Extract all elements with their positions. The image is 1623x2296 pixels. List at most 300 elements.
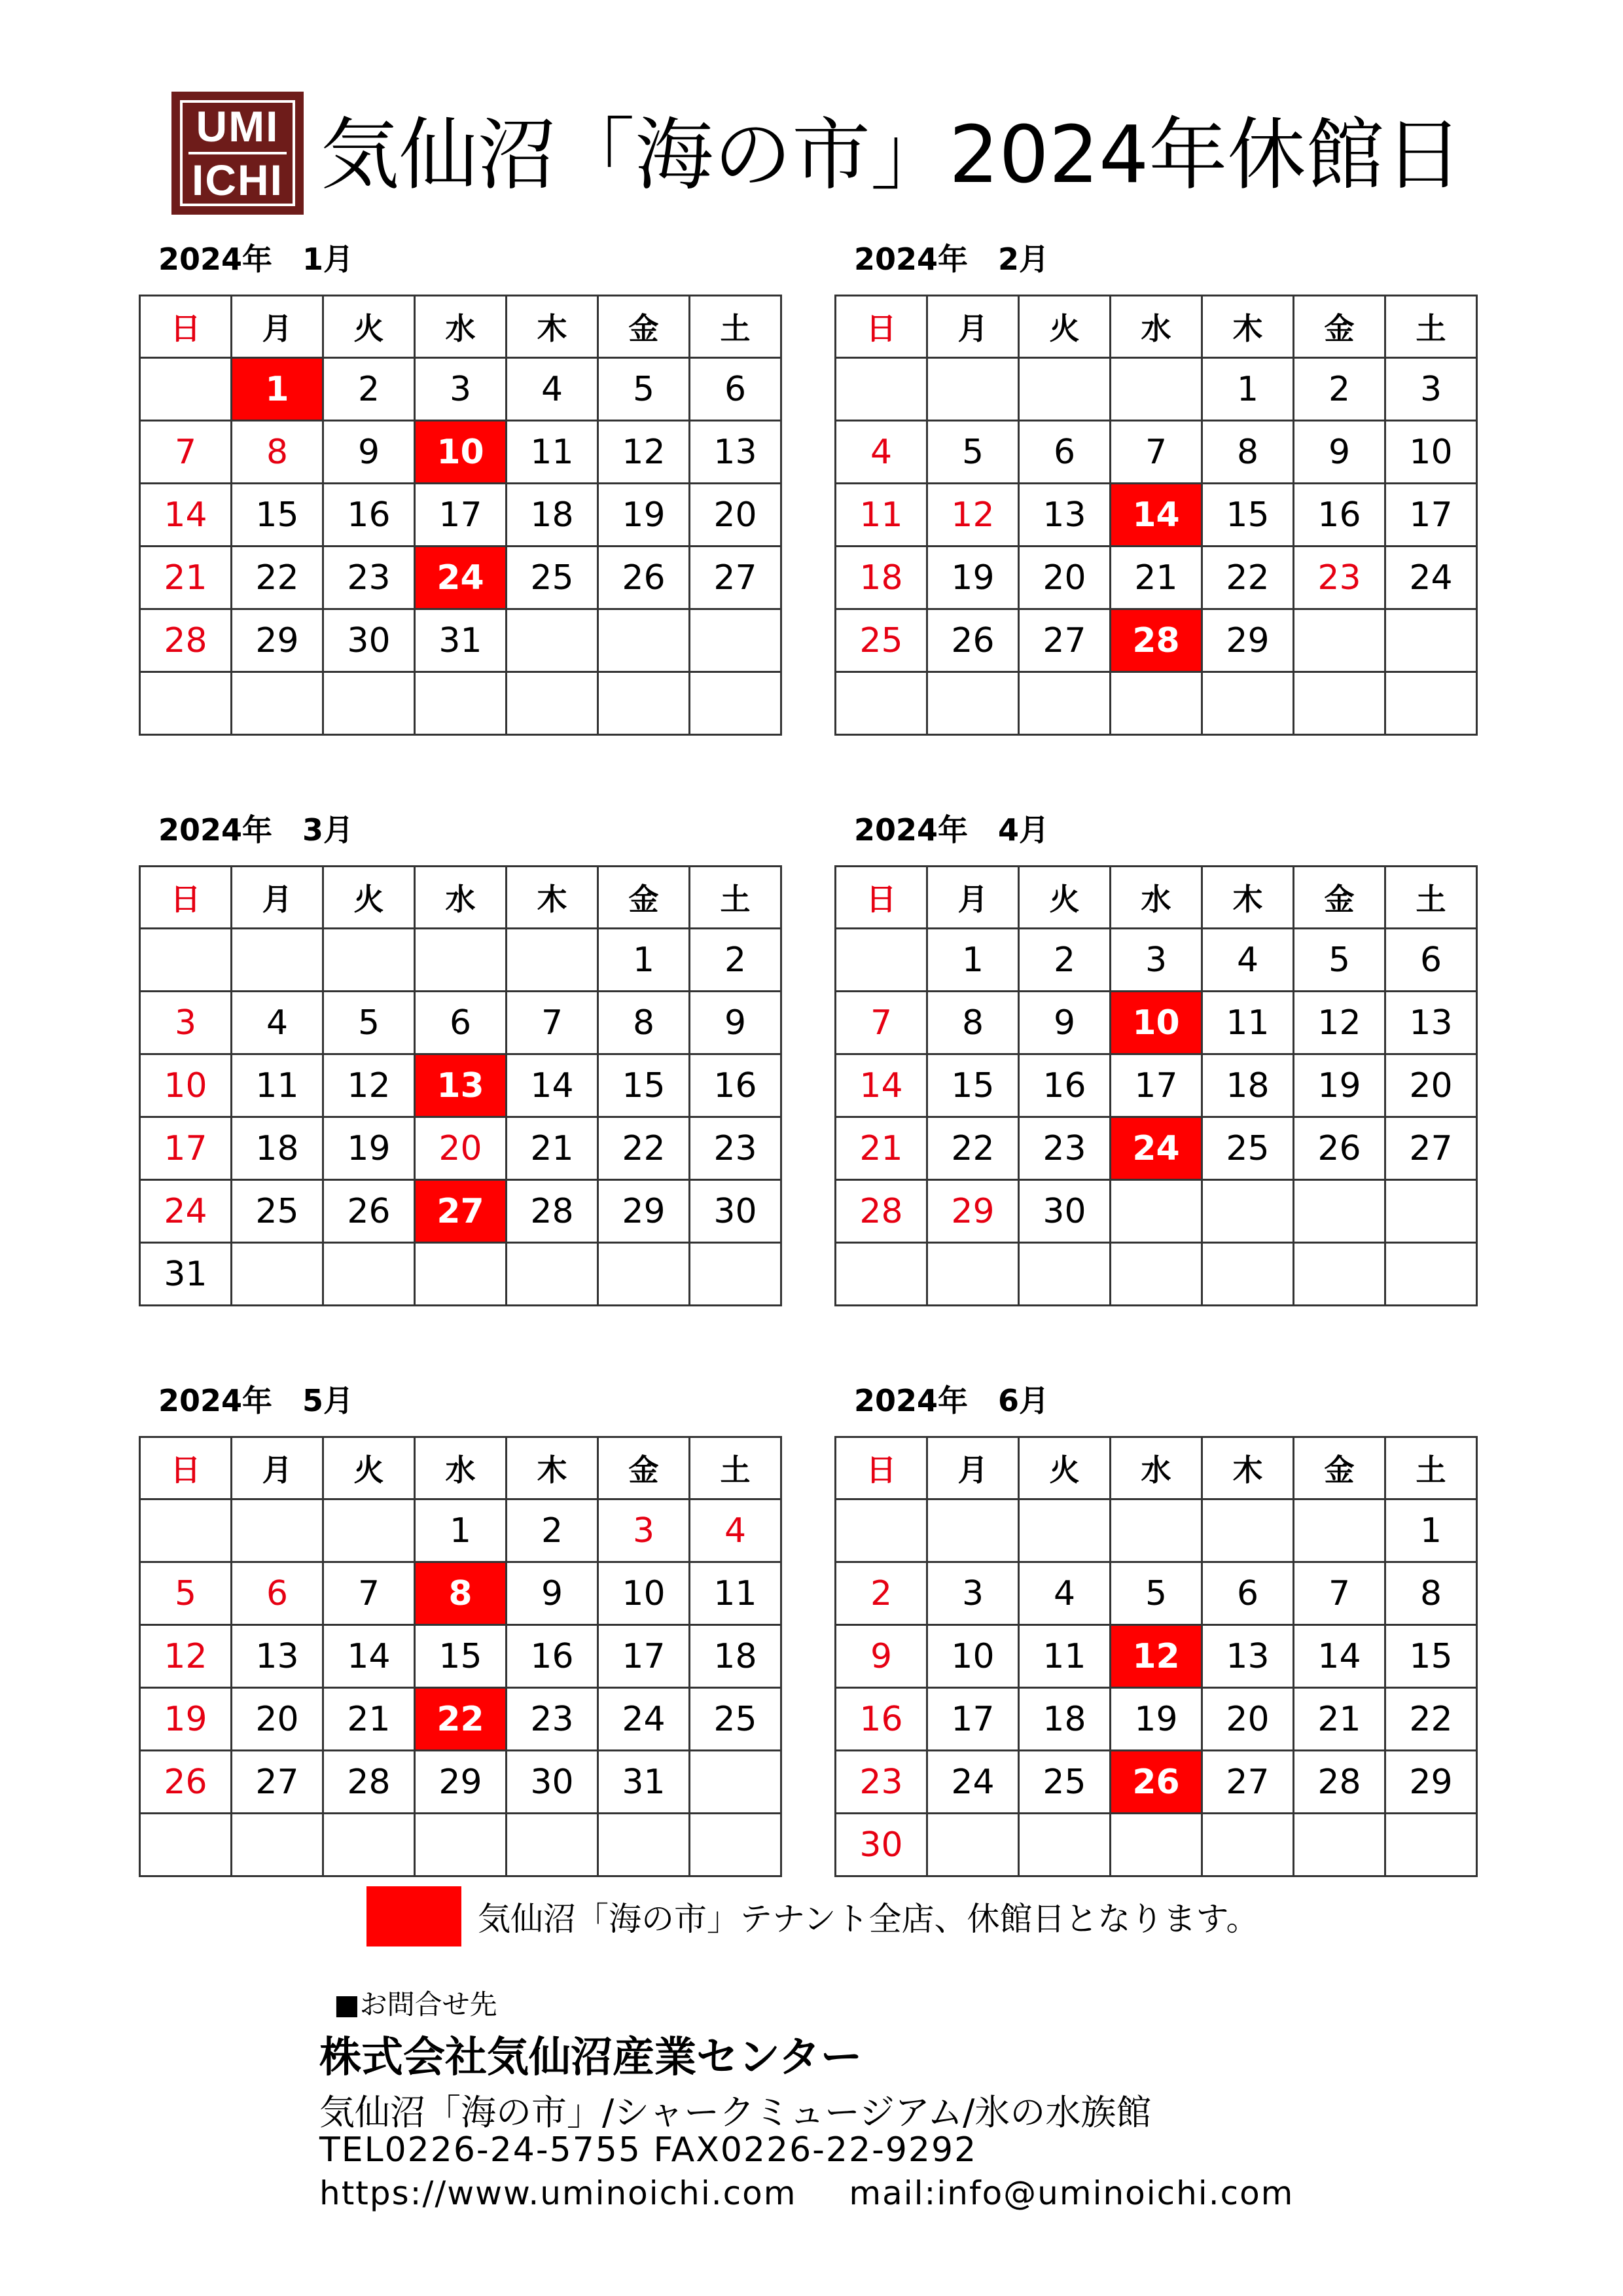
facilities-list: 気仙沼「海の市」/シャークミュージアム/氷の水族館: [319, 2092, 1152, 2133]
day-cell: 29: [927, 1180, 1019, 1243]
day-cell: 18: [690, 1625, 781, 1688]
day-cell: 15: [232, 484, 323, 547]
weekday-header: 火: [323, 867, 415, 929]
week-row: [140, 1814, 781, 1876]
day-cell: 31: [415, 609, 507, 672]
empty-cell: [415, 1243, 507, 1306]
week-row: [836, 929, 1477, 992]
empty-cell: [690, 672, 781, 735]
day-cell: 1: [232, 358, 323, 421]
day-cell: 24: [598, 1688, 690, 1751]
day-cell: 12: [1111, 1625, 1202, 1688]
day-cell: 8: [1385, 1562, 1477, 1625]
day-cell: 23: [690, 1117, 781, 1180]
day-cell: 14: [1111, 484, 1202, 547]
week-row: [836, 1180, 1477, 1243]
logo-frame: [180, 100, 295, 206]
empty-cell: [232, 1499, 323, 1562]
empty-cell: [1202, 1814, 1294, 1876]
day-cell: 13: [1385, 992, 1477, 1054]
week-row: [836, 1499, 1477, 1562]
day-cell: 8: [1202, 421, 1294, 484]
week-row: [140, 1625, 781, 1688]
empty-cell: [1385, 1180, 1477, 1243]
empty-cell: [232, 1243, 323, 1306]
day-cell: 4: [836, 421, 927, 484]
empty-cell: [1294, 1243, 1385, 1306]
day-cell: 3: [927, 1562, 1019, 1625]
month-label: 2024年 5月: [158, 1383, 354, 1418]
day-cell: 28: [1111, 609, 1202, 672]
empty-cell: [1385, 672, 1477, 735]
empty-cell: [1202, 1180, 1294, 1243]
empty-cell: [323, 929, 415, 992]
day-cell: 3: [598, 1499, 690, 1562]
logo-divider: [188, 152, 287, 154]
day-cell: 4: [232, 992, 323, 1054]
weekday-header: 土: [1385, 1437, 1477, 1499]
day-cell: 17: [415, 484, 507, 547]
legend-text: 気仙沼「海の市」テナント全店、休館日となります。: [478, 1900, 1259, 1938]
day-cell: 19: [140, 1688, 232, 1751]
day-cell: 21: [507, 1117, 598, 1180]
week-row: [140, 421, 781, 484]
day-cell: 12: [927, 484, 1019, 547]
day-cell: 28: [1294, 1751, 1385, 1814]
day-cell: 9: [507, 1562, 598, 1625]
logo-text-top: UMI: [196, 102, 279, 151]
day-cell: 7: [507, 992, 598, 1054]
week-row: [140, 358, 781, 421]
day-cell: 6: [232, 1562, 323, 1625]
day-cell: 1: [1202, 358, 1294, 421]
day-cell: 11: [1202, 992, 1294, 1054]
day-cell: 30: [836, 1814, 927, 1876]
empty-cell: [598, 609, 690, 672]
day-cell: 28: [836, 1180, 927, 1243]
day-cell: 8: [598, 992, 690, 1054]
empty-cell: [690, 1814, 781, 1876]
day-cell: 27: [1019, 609, 1111, 672]
month-label: 2024年 4月: [854, 812, 1050, 848]
day-cell: 26: [598, 547, 690, 609]
weekday-header: 木: [507, 867, 598, 929]
day-cell: 25: [507, 547, 598, 609]
weekday-header: 火: [1019, 867, 1111, 929]
day-cell: 27: [1385, 1117, 1477, 1180]
empty-cell: [1294, 672, 1385, 735]
week-row: [836, 421, 1477, 484]
week-row: [140, 547, 781, 609]
empty-cell: [836, 672, 927, 735]
empty-cell: [1111, 1243, 1202, 1306]
day-cell: 25: [232, 1180, 323, 1243]
week-row: [140, 1243, 781, 1306]
week-row: [836, 1814, 1477, 1876]
empty-cell: [1019, 1814, 1111, 1876]
week-row: [836, 1243, 1477, 1306]
day-cell: 20: [415, 1117, 507, 1180]
empty-cell: [836, 1243, 927, 1306]
month-table: [139, 1436, 782, 1877]
empty-cell: [1111, 1180, 1202, 1243]
day-cell: 25: [836, 609, 927, 672]
day-cell: 9: [1019, 992, 1111, 1054]
day-cell: 29: [598, 1180, 690, 1243]
day-cell: 14: [323, 1625, 415, 1688]
day-cell: 21: [1294, 1688, 1385, 1751]
weekday-header: 日: [140, 296, 232, 358]
phone-fax: TEL0226-24-5755 FAX0226-22-9292: [319, 2130, 978, 2170]
month-label: 2024年 3月: [158, 812, 354, 848]
day-cell: 2: [323, 358, 415, 421]
empty-cell: [1294, 1814, 1385, 1876]
day-cell: 26: [1294, 1117, 1385, 1180]
weekday-header: 水: [415, 296, 507, 358]
day-cell: 29: [415, 1751, 507, 1814]
week-row: [836, 1688, 1477, 1751]
day-cell: 2: [1294, 358, 1385, 421]
week-row: [836, 547, 1477, 609]
empty-cell: [323, 1243, 415, 1306]
day-cell: 16: [323, 484, 415, 547]
day-cell: 10: [1385, 421, 1477, 484]
day-cell: 24: [1385, 547, 1477, 609]
email-link[interactable]: mail:info@uminoichi.com: [849, 2174, 1294, 2212]
day-cell: 28: [323, 1751, 415, 1814]
month-calendar: [139, 812, 793, 1306]
day-cell: 14: [1294, 1625, 1385, 1688]
day-cell: 31: [598, 1751, 690, 1814]
week-row: [140, 1688, 781, 1751]
day-cell: 30: [507, 1751, 598, 1814]
empty-cell: [140, 1499, 232, 1562]
weekday-header: 月: [232, 296, 323, 358]
weekday-header: 土: [1385, 867, 1477, 929]
empty-cell: [1111, 672, 1202, 735]
day-cell: 9: [323, 421, 415, 484]
week-row: [836, 672, 1477, 735]
day-cell: 7: [836, 992, 927, 1054]
weekday-header: 土: [690, 296, 781, 358]
day-cell: 4: [1019, 1562, 1111, 1625]
weekday-header: 火: [323, 1437, 415, 1499]
weekday-header: 日: [140, 1437, 232, 1499]
day-cell: 16: [507, 1625, 598, 1688]
day-cell: 9: [836, 1625, 927, 1688]
empty-cell: [1111, 1499, 1202, 1562]
company-name: 株式会社気仙沼産業センター: [319, 2034, 863, 2082]
month-table: [139, 295, 782, 736]
empty-cell: [1111, 1814, 1202, 1876]
empty-cell: [1202, 1243, 1294, 1306]
day-cell: 8: [415, 1562, 507, 1625]
day-cell: 20: [690, 484, 781, 547]
empty-cell: [1385, 1243, 1477, 1306]
week-row: [140, 992, 781, 1054]
week-row: [836, 609, 1477, 672]
day-cell: 31: [140, 1243, 232, 1306]
empty-cell: [415, 929, 507, 992]
day-cell: 7: [323, 1562, 415, 1625]
empty-cell: [598, 1814, 690, 1876]
empty-cell: [507, 1243, 598, 1306]
weekday-header: 金: [1294, 867, 1385, 929]
day-cell: 15: [415, 1625, 507, 1688]
day-cell: 5: [927, 421, 1019, 484]
day-cell: 23: [1019, 1117, 1111, 1180]
day-cell: 20: [1385, 1054, 1477, 1117]
day-cell: 10: [140, 1054, 232, 1117]
day-cell: 12: [140, 1625, 232, 1688]
weekday-header: 金: [598, 867, 690, 929]
day-cell: 4: [507, 358, 598, 421]
weekday-header-row: [836, 1437, 1477, 1499]
day-cell: 22: [415, 1688, 507, 1751]
day-cell: 15: [598, 1054, 690, 1117]
day-cell: 5: [1294, 929, 1385, 992]
month-table: [139, 865, 782, 1306]
contact-label: ■お問合せ先: [334, 1988, 497, 2020]
day-cell: 12: [598, 421, 690, 484]
day-cell: 16: [690, 1054, 781, 1117]
week-row: [836, 1562, 1477, 1625]
day-cell: 28: [507, 1180, 598, 1243]
empty-cell: [927, 672, 1019, 735]
weekday-header: 土: [690, 867, 781, 929]
day-cell: 7: [140, 421, 232, 484]
day-cell: 6: [690, 358, 781, 421]
day-cell: 6: [1202, 1562, 1294, 1625]
day-cell: 23: [1294, 547, 1385, 609]
empty-cell: [927, 1243, 1019, 1306]
day-cell: 19: [323, 1117, 415, 1180]
day-cell: 27: [232, 1751, 323, 1814]
day-cell: 22: [598, 1117, 690, 1180]
weekday-header: 火: [323, 296, 415, 358]
weekday-header: 土: [1385, 296, 1477, 358]
weekday-header: 月: [232, 1437, 323, 1499]
day-cell: 10: [598, 1562, 690, 1625]
empty-cell: [836, 929, 927, 992]
month-calendar: [834, 242, 1489, 736]
website-link[interactable]: https://www.uminoichi.com: [319, 2174, 797, 2212]
day-cell: 5: [140, 1562, 232, 1625]
month-calendar: [834, 812, 1489, 1306]
day-cell: 5: [598, 358, 690, 421]
day-cell: 2: [836, 1562, 927, 1625]
week-row: [140, 929, 781, 992]
empty-cell: [415, 1814, 507, 1876]
day-cell: 29: [232, 609, 323, 672]
month-table: [834, 1436, 1478, 1877]
day-cell: 24: [415, 547, 507, 609]
empty-cell: [323, 1499, 415, 1562]
week-row: [140, 1751, 781, 1814]
weekday-header: 木: [1202, 867, 1294, 929]
day-cell: 6: [1019, 421, 1111, 484]
day-cell: 22: [232, 547, 323, 609]
web-mail-line: [319, 2174, 1294, 2212]
empty-cell: [323, 1814, 415, 1876]
day-cell: 18: [232, 1117, 323, 1180]
week-row: [140, 1117, 781, 1180]
empty-cell: [507, 1814, 598, 1876]
day-cell: 25: [690, 1688, 781, 1751]
month-calendar: [834, 1383, 1489, 1877]
empty-cell: [1385, 609, 1477, 672]
month-label: 2024年 1月: [158, 242, 354, 277]
empty-cell: [232, 1814, 323, 1876]
weekday-header: 水: [1111, 867, 1202, 929]
day-cell: 13: [232, 1625, 323, 1688]
month-calendar: [139, 242, 793, 736]
empty-cell: [140, 672, 232, 735]
week-row: [836, 358, 1477, 421]
empty-cell: [927, 1499, 1019, 1562]
day-cell: 1: [598, 929, 690, 992]
weekday-header: 火: [1019, 1437, 1111, 1499]
week-row: [140, 672, 781, 735]
week-row: [836, 1117, 1477, 1180]
day-cell: 23: [836, 1751, 927, 1814]
day-cell: 3: [1111, 929, 1202, 992]
day-cell: 2: [1019, 929, 1111, 992]
empty-cell: [1294, 1499, 1385, 1562]
empty-cell: [598, 672, 690, 735]
day-cell: 16: [836, 1688, 927, 1751]
empty-cell: [507, 672, 598, 735]
week-row: [836, 1054, 1477, 1117]
day-cell: 17: [598, 1625, 690, 1688]
empty-cell: [1294, 609, 1385, 672]
day-cell: 10: [927, 1625, 1019, 1688]
week-row: [140, 1054, 781, 1117]
day-cell: 13: [415, 1054, 507, 1117]
empty-cell: [507, 609, 598, 672]
day-cell: 5: [323, 992, 415, 1054]
day-cell: 9: [1294, 421, 1385, 484]
day-cell: 20: [1202, 1688, 1294, 1751]
day-cell: 22: [1385, 1688, 1477, 1751]
day-cell: 11: [1019, 1625, 1111, 1688]
day-cell: 29: [1202, 609, 1294, 672]
month-table: [834, 865, 1478, 1306]
empty-cell: [507, 929, 598, 992]
day-cell: 25: [1019, 1751, 1111, 1814]
empty-cell: [690, 1751, 781, 1814]
month-label: 2024年 6月: [854, 1383, 1050, 1418]
day-cell: 24: [927, 1751, 1019, 1814]
day-cell: 1: [927, 929, 1019, 992]
day-cell: 3: [415, 358, 507, 421]
weekday-header: 日: [836, 296, 927, 358]
day-cell: 17: [1385, 484, 1477, 547]
day-cell: 21: [836, 1117, 927, 1180]
empty-cell: [323, 672, 415, 735]
day-cell: 18: [836, 547, 927, 609]
day-cell: 26: [1111, 1751, 1202, 1814]
empty-cell: [836, 1499, 927, 1562]
day-cell: 4: [690, 1499, 781, 1562]
day-cell: 20: [232, 1688, 323, 1751]
day-cell: 18: [1202, 1054, 1294, 1117]
empty-cell: [1019, 1243, 1111, 1306]
day-cell: 21: [140, 547, 232, 609]
legend-closed-swatch: [366, 1886, 461, 1946]
empty-cell: [598, 1243, 690, 1306]
weekday-header: 金: [1294, 1437, 1385, 1499]
day-cell: 13: [690, 421, 781, 484]
day-cell: 22: [1202, 547, 1294, 609]
day-cell: 8: [232, 421, 323, 484]
weekday-header: 金: [598, 296, 690, 358]
day-cell: 24: [140, 1180, 232, 1243]
day-cell: 11: [836, 484, 927, 547]
empty-cell: [140, 929, 232, 992]
empty-cell: [1202, 1499, 1294, 1562]
weekday-header: 水: [1111, 296, 1202, 358]
week-row: [140, 1180, 781, 1243]
empty-cell: [1019, 672, 1111, 735]
day-cell: 3: [1385, 358, 1477, 421]
day-cell: 21: [323, 1688, 415, 1751]
weekday-header: 月: [927, 296, 1019, 358]
weekday-header: 水: [415, 1437, 507, 1499]
day-cell: 2: [507, 1499, 598, 1562]
weekday-header-row: [140, 867, 781, 929]
day-cell: 6: [415, 992, 507, 1054]
day-cell: 16: [1019, 1054, 1111, 1117]
weekday-header: 日: [140, 867, 232, 929]
weekday-header: 火: [1019, 296, 1111, 358]
weekday-header-row: [836, 867, 1477, 929]
empty-cell: [927, 358, 1019, 421]
weekday-header: 月: [232, 867, 323, 929]
week-row: [836, 1625, 1477, 1688]
day-cell: 13: [1019, 484, 1111, 547]
day-cell: 19: [598, 484, 690, 547]
day-cell: 28: [140, 609, 232, 672]
day-cell: 15: [1385, 1625, 1477, 1688]
empty-cell: [1019, 358, 1111, 421]
day-cell: 27: [690, 547, 781, 609]
empty-cell: [1385, 1814, 1477, 1876]
weekday-header: 木: [507, 1437, 598, 1499]
week-row: [836, 484, 1477, 547]
month-calendar: [139, 1383, 793, 1877]
month-label: 2024年 2月: [854, 242, 1050, 277]
weekday-header-row: [140, 1437, 781, 1499]
month-table: [834, 295, 1478, 736]
empty-cell: [1294, 1180, 1385, 1243]
weekday-header: 水: [1111, 1437, 1202, 1499]
week-row: [140, 609, 781, 672]
day-cell: 30: [690, 1180, 781, 1243]
day-cell: 30: [323, 609, 415, 672]
day-cell: 14: [140, 484, 232, 547]
weekday-header: 土: [690, 1437, 781, 1499]
weekday-header: 木: [507, 296, 598, 358]
week-row: [836, 1751, 1477, 1814]
empty-cell: [140, 1814, 232, 1876]
empty-cell: [1019, 1499, 1111, 1562]
weekday-header: 木: [1202, 1437, 1294, 1499]
day-cell: 29: [1385, 1751, 1477, 1814]
day-cell: 16: [1294, 484, 1385, 547]
day-cell: 10: [415, 421, 507, 484]
weekday-header: 金: [1294, 296, 1385, 358]
